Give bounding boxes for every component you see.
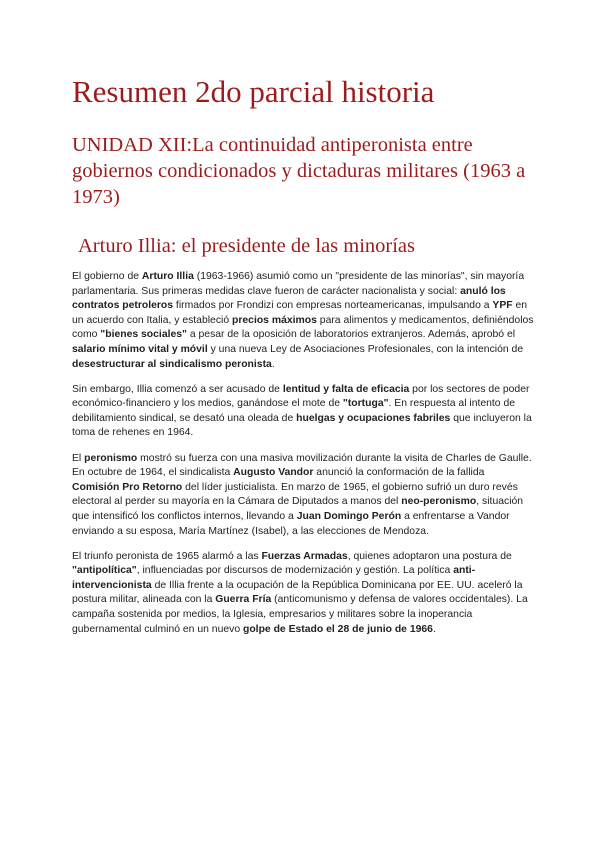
text-run: del líder justicialista. En marzo de 1965, el gobierno sufrió un duro revés electoral al perder su mayoría en la Cámara de Diputados a manos del <box>72 481 518 508</box>
bold-text: precios máximos <box>232 314 317 326</box>
paragraph <box>72 383 534 441</box>
text-run: mostró su fuerza con una masiva movilización durante la visita de Charles de Gaulle. En octubre de 1964, el sindicalista <box>72 452 532 479</box>
text-run: , quienes adoptaron una postura de <box>347 550 512 562</box>
text-run: (1963-1966) asumió como un "presidente de las minorías", sin mayoría parlamentaria. Sus primeras medidas clave fueron de carácter nacionalista y social: <box>72 271 525 297</box>
bold-text: Comisión Pro Retorno <box>72 481 183 493</box>
section-heading: Arturo Illia: el presidente de las minorías <box>78 235 416 257</box>
unit-heading: UNIDAD XII:La continuidad antiperonista entre gobiernos condicionados y dictaduras militares (1963 a 1973) <box>72 134 526 208</box>
bold-text: Fuerzas Armadas <box>261 550 348 562</box>
bold-text: Guerra Fría <box>215 594 272 606</box>
bold-text: desestructurar al sindicalismo peronista <box>72 358 272 370</box>
bold-text: neo-peronismo <box>401 496 477 508</box>
bold-text: anti-intervencionista <box>72 565 476 591</box>
paragraph <box>72 270 534 372</box>
paragraph <box>72 452 534 540</box>
bold-text: huelgas y ocupaciones fabriles <box>296 412 451 424</box>
bold-text: golpe de Estado el 28 de junio de 1966 <box>242 623 433 635</box>
bold-text: "tortuga" <box>342 398 389 410</box>
text-run: a pesar de la oposición de laboratorios extranjeros. Además, aprobó el <box>186 329 516 341</box>
bold-text: salario mínimo vital y móvil <box>72 343 208 355</box>
text-run: a enfrentarse a Vandor enviando a su esposa, María Martínez (Isabel), a las elecciones de Mendoza. <box>72 510 510 537</box>
text-run: El <box>72 452 85 464</box>
text-run: anunció la conformación de la fallida <box>313 467 485 479</box>
text-run: , influenciadas por discursos de modernización y gestión. La política <box>136 565 454 577</box>
document-title: Resumen 2do parcial historia <box>72 74 435 109</box>
text-run: firmados por Frondizi con empresas norteamericanas, impulsando a <box>173 300 493 312</box>
bold-text: anuló los contratos petroleros <box>72 285 506 312</box>
text-run: El triunfo peronista de 1965 alarmó a las <box>72 550 262 562</box>
text-run: y una nueva Ley de Asociaciones Profesionales, con la intención de <box>207 343 524 355</box>
bold-text: YPF <box>492 300 513 312</box>
text-run: , situación que intensificó los conflictos internos, llevando a <box>72 496 524 522</box>
bold-text: peronismo <box>84 452 138 464</box>
text-run: en un acuerdo con Italia, y estableció <box>72 300 528 326</box>
bold-text: "antipolítica" <box>72 565 137 577</box>
text-run: para alimentos y medicamentos, definiéndolos como <box>72 314 534 341</box>
text-run: que incluyeron la toma de rehenes en 1964. <box>72 412 532 439</box>
bold-text: Juan Domingo Perón <box>296 510 402 522</box>
text-run: El gobierno de <box>72 271 142 282</box>
bold-text: Arturo Illia <box>141 271 194 282</box>
text-run: . <box>271 358 275 370</box>
text-run: . <box>432 623 436 635</box>
text-run: Sin embargo, Illia comenzó a ser acusado de <box>72 383 283 395</box>
paragraph <box>72 550 534 638</box>
body-text <box>72 270 534 648</box>
text-run: por los sectores de poder económico-financiero y los medios, ganándose el mote de <box>72 383 530 410</box>
bold-text: Augusto Vandor <box>233 467 314 479</box>
bold-text: "bienes sociales" <box>100 329 187 341</box>
text-run: . En respuesta al intento de debilitamiento sindical, se desató una oleada de <box>72 398 516 424</box>
text-run: (anticomunismo y defensa de valores occidentales). La campaña sostenida por medios, la Iglesia, empresarios y militares sobre la inoperancia gubernamental culminó en un nuevo <box>72 594 528 635</box>
text-run: de Illia frente a la ocupación de la República Dominicana por EE. UU. aceleró la postura militar, alineada con la <box>72 579 523 606</box>
bold-text: lentitud y falta de eficacia <box>282 383 410 395</box>
